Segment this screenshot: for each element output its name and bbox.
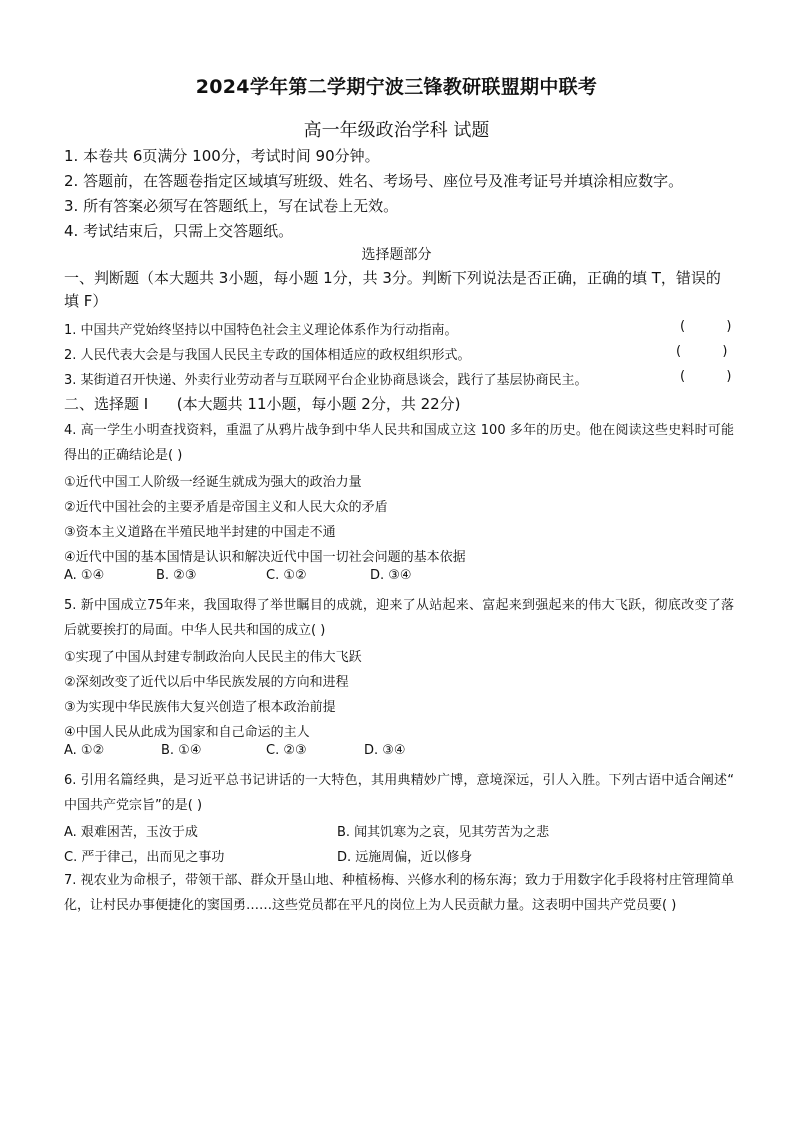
q6-option-c: C. 严于律己，出而见之事功 — [64, 850, 225, 865]
part2-title: 二、选择题 I (本大题共 11小题，每小题 2分，共 22分) — [64, 395, 461, 413]
q4-statement-3: ③资本主义道路在半殖民地半封建的中国走不通 — [64, 525, 336, 540]
tf-question-2: 2. 人民代表大会是与我国人民民主专政的国体相适应的政权组织形式。 — [64, 348, 471, 363]
section-label: 选择题部分 — [361, 247, 432, 263]
q4-option-c: C. ①② — [266, 568, 307, 583]
q5-statement-1: ①实现了中国从封建专制政治向人民民主的伟大飞跃 — [64, 650, 362, 665]
part1-title: 一、判断题（本大题共 3小题，每小题 1分，共 3分。判断下列说法是否正确，正确的填 T，错误的填 F） — [64, 269, 721, 310]
q5-option-c: C. ②③ — [266, 743, 307, 758]
tf-answer-blank-3: ( ) — [680, 369, 732, 384]
q4-option-b: B. ②③ — [156, 568, 197, 583]
q6-option-d: D. 远施周偏，近以修身 — [337, 850, 473, 865]
exam-subtitle: 高一年级政治学科 试题 — [303, 120, 490, 141]
q4-statement-2: ②近代中国社会的主要矛盾是帝国主义和人民大众的矛盾 — [64, 500, 388, 515]
q5-statement-2: ②深刻改变了近代以后中华民族发展的方向和进程 — [64, 675, 349, 690]
instruction-4: 4. 考试结束后，只需上交答题纸。 — [64, 222, 294, 240]
q4-statement-4: ④近代中国的基本国情是认识和解决近代中国一切社会问题的基本依据 — [64, 550, 466, 565]
instruction-3: 3. 所有答案必须写在答题纸上，写在试卷上无效。 — [64, 197, 399, 215]
exam-title: 2024学年第二学期宁波三锋教研联盟期中联考 — [195, 76, 598, 98]
q5-option-d: D. ③④ — [364, 743, 406, 758]
q5-stem: 5. 新中国成立75年来，我国取得了举世瞩目的成就，迎来了从站起来、富起来到强起来的伟大飞跃，彻底改变了落后就要挨打的局面。中华人民共和国的成立( ) — [64, 598, 734, 638]
q6-option-a: A. 艰难困苦，玉汝于成 — [64, 825, 198, 840]
q7-stem: 7. 视农业为命根子，带领干部、群众开垦山地、种植杨梅、兴修水利的杨东海；致力于用数字化手段将村庄管理简单化，让村民办事便捷化的窦国勇……这些党员都在平凡的岗位上为人民贡献力量。这表明中国共产党员要( ) — [64, 873, 734, 913]
tf-question-3: 3. 某街道召开快递、外卖行业劳动者与互联网平台企业协商恳谈会，践行了基层协商民主。 — [64, 373, 588, 388]
q4-stem: 4. 高一学生小明查找资料，重温了从鸦片战争到中华人民共和国成立这 100 多年的历史。他在阅读这些史料时可能得出的正确结论是( ) — [64, 423, 734, 463]
q6-option-b: B. 闻其饥寒为之哀，见其劳苦为之悲 — [337, 825, 550, 840]
instruction-2: 2. 答题前，在答题卷指定区域填写班级、姓名、考场号、座位号及准考证号并填涂相应数字。 — [64, 172, 684, 190]
q5-option-b: B. ①④ — [161, 743, 202, 758]
instruction-1: 1. 本卷共 6页满分 100分，考试时间 90分钟。 — [64, 147, 380, 165]
q4-option-a: A. ①④ — [64, 568, 105, 583]
q5-option-a: A. ①② — [64, 743, 105, 758]
q4-option-d: D. ③④ — [370, 568, 412, 583]
tf-answer-blank-1: ( ) — [680, 319, 732, 334]
q6-stem: 6. 引用名篇经典，是习近平总书记讲话的一大特色，其用典精妙广博，意境深远，引人入胜。下列古语中适合阐述“ 中国共产党宗旨”的是( ) — [64, 773, 734, 813]
q5-statement-4: ④中国人民从此成为国家和自己命运的主人 — [64, 725, 310, 740]
tf-question-1: 1. 中国共产党始终坚持以中国特色社会主义理论体系作为行动指南。 — [64, 323, 458, 338]
q4-statement-1: ①近代中国工人阶级一经诞生就成为强大的政治力量 — [64, 475, 362, 490]
q5-statement-3: ③为实现中华民族伟大复兴创造了根本政治前提 — [64, 700, 336, 715]
tf-answer-blank-2: ( ) — [676, 344, 728, 359]
